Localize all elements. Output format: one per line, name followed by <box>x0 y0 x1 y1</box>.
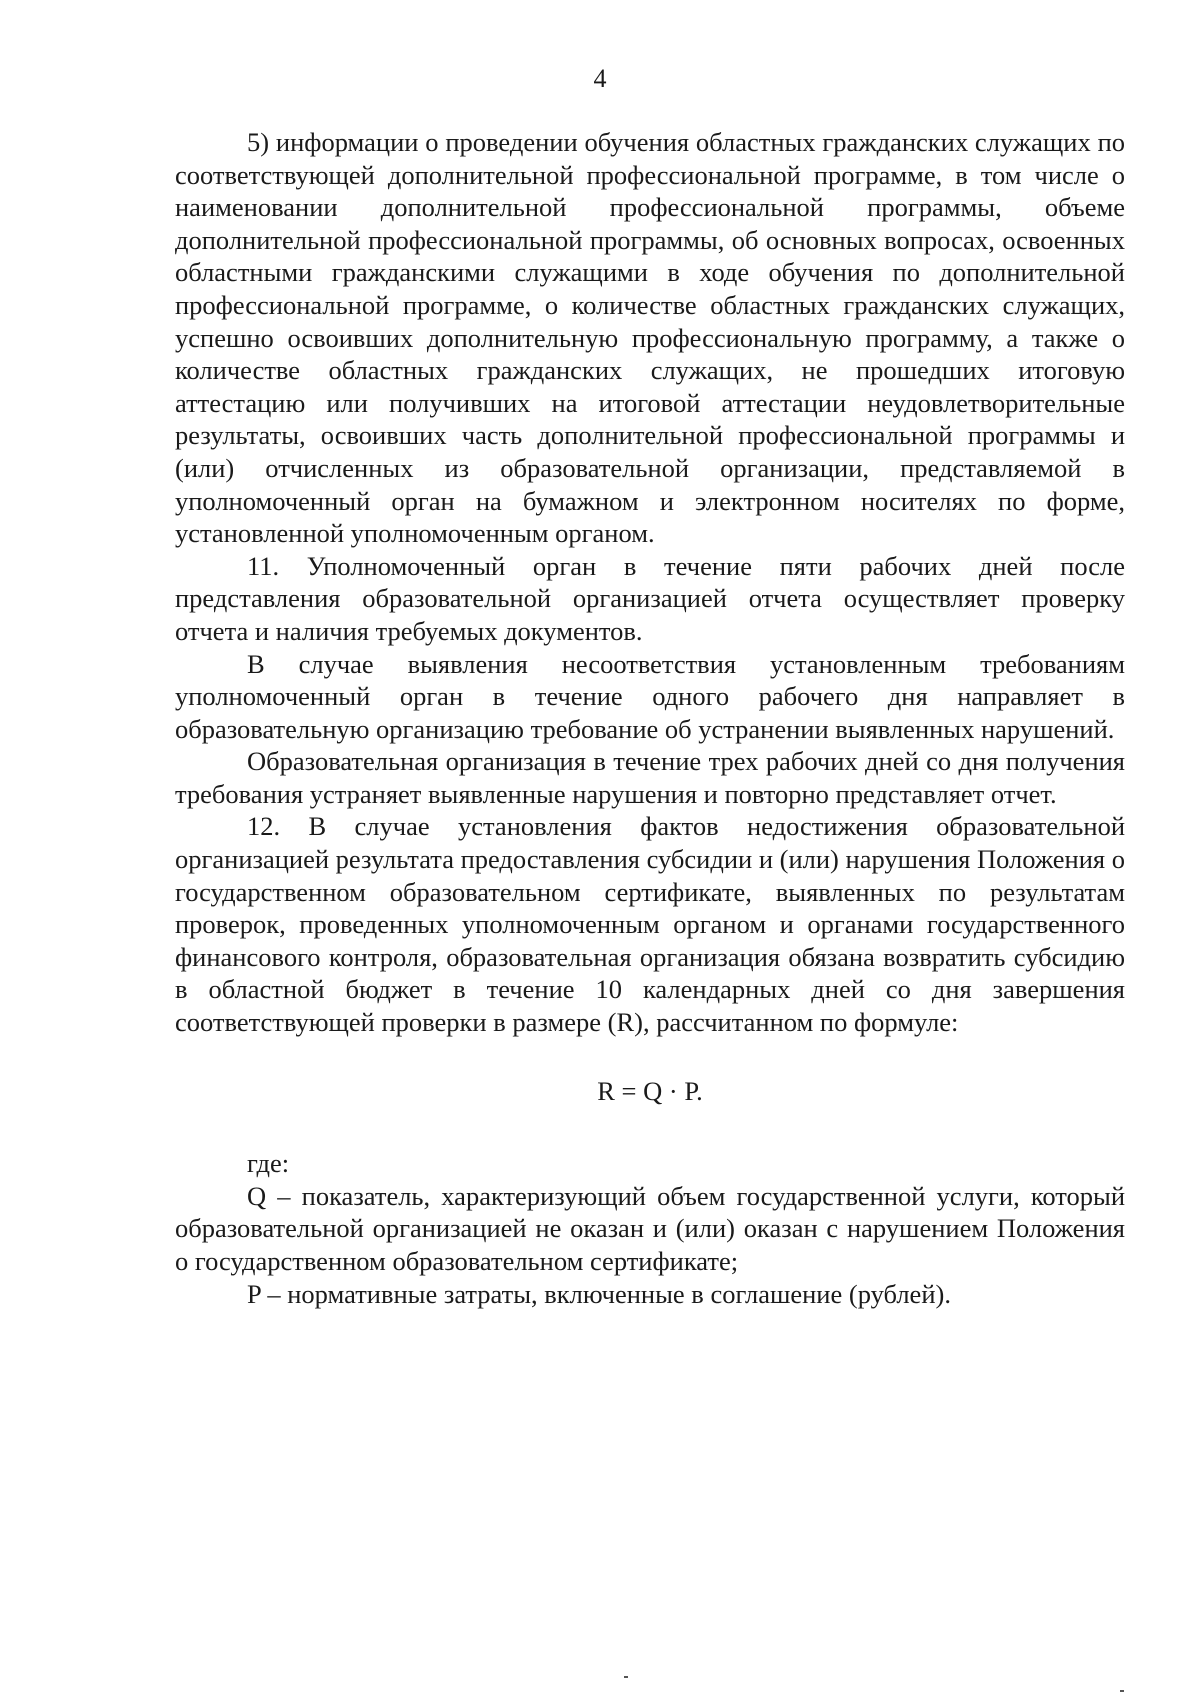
paragraph-violation-requirement: В случае выявления несоответствия установленным требованиям уполномоченный орган в течение одного рабочего дня направляет в образовательную организацию требование об устранении выявленных нарушений. <box>175 648 1125 744</box>
where-label: где: <box>247 1148 290 1179</box>
definition-q: Q – показатель, характеризующий объем государственной услуги, который образовательной организацией не оказан и (или) оказан с нарушением Положения о государственном образовательном сертификате; <box>175 1180 1125 1276</box>
scan-speck <box>1120 1690 1124 1692</box>
paragraph-item-5: 5) информации о проведении обучения областных гражданских служащих по соответствующей дополнительной профессиональной программе, в том числе о наименовании дополнительной профессиональной программы, объеме дополнительной профессиональной программы, об основных вопросах, освоенных областными гражданскими служащими в ходе обучения по дополнительной профессиональной программе, о количестве областных гражданских служащих, успешно освоивших дополнительную профессиональную программу, а также о количестве областных гражданских служащих, не прошедших итоговую аттестацию или получивших на итоговой аттестации неудовлетворительные результаты, освоивших часть дополнительной профессиональной программы и (или) отчисленных из образовательной организации, представляемой в уполномоченный орган на бумажном и электронном носителях по форме, установленной уполномоченным органом. <box>175 127 1125 549</box>
document-body <box>175 126 1125 1310</box>
paragraph-clause-12: 12. В случае установления фактов недостижения образовательной организацией результата предоставления субсидии и (или) нарушения Положения о государственном образовательном сертификате, выявленных по результатам проверок, проведенных уполномоченным органом и органами государственного финансового контроля, образовательная организация обязана возвратить субсидию в областной бюджет в течение 10 календарных дней со дня завершения соответствующей проверки в размере (R), рассчитанном по формуле: <box>175 811 1125 1038</box>
definition-p: P – нормативные затраты, включенные в соглашение (рублей). <box>247 1278 951 1309</box>
paragraph-resubmission: Образовательная организация в течение трех рабочих дней со дня получения требования устраняет выявленные нарушения и повторно представляет отчет. <box>175 746 1125 809</box>
paragraph-clause-11: 11. Уполномоченный орган в течение пяти рабочих дней после представления образовательной организацией отчета осуществляет проверку отчета и наличия требуемых документов. <box>175 550 1125 646</box>
page-number: 4 <box>593 64 607 93</box>
formula: R = Q · P. <box>597 1075 703 1106</box>
scan-speck <box>624 1676 628 1678</box>
